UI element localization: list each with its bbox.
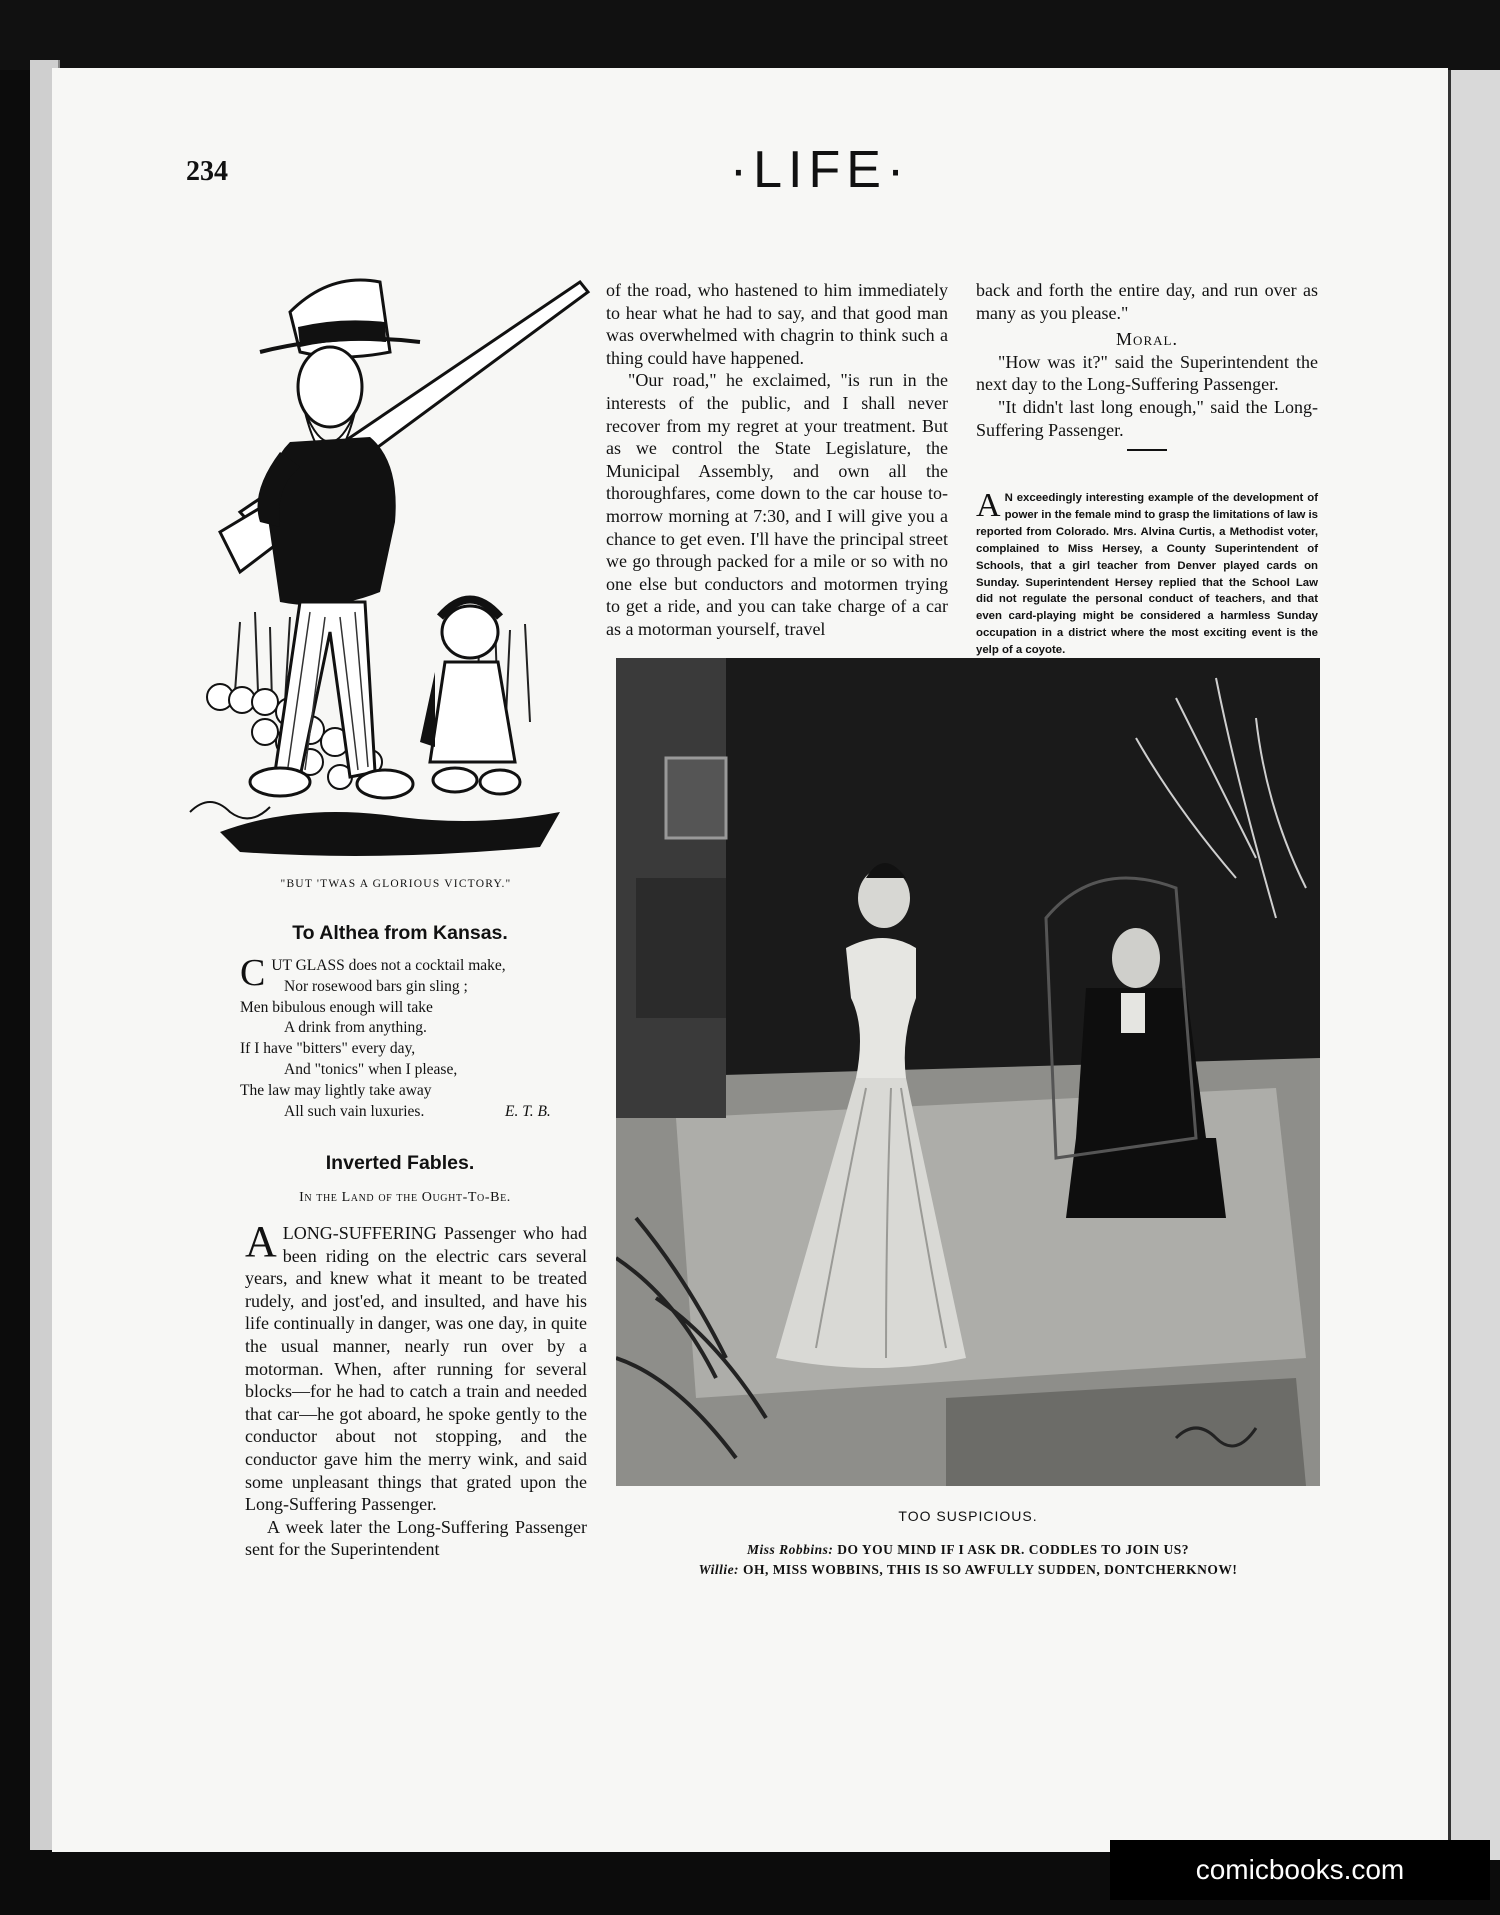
dialogue-text: OH, MISS WOBBINS, THIS IS SO AWFULLY SUDDEN, DONTCHERKNOW! xyxy=(742,1562,1238,1577)
poem-line: All such vain luxuries. xyxy=(284,1102,425,1120)
masthead-title: ·LIFE· xyxy=(729,141,911,199)
fables-column-1 xyxy=(245,1217,587,1561)
poem-line: A drink from anything. xyxy=(284,1019,427,1037)
speaker-name: Miss Robbins: xyxy=(747,1542,834,1557)
news-text: N exceedingly interesting example of the development of power in the female mind to grasp the limitations of law is reported from Colorado. Mrs. Alvina Curtis, a Methodist voter, complained to Miss Hersey, a County Superintendent of Schools, that a girl teacher from Denver played cards on Sunday. Superintendent Hersey replied that the School Law did not regulate the personal conduct of teachers, and that even card-playing might be considered a harmless Sunday occupation in a district where the most exciting event is the yelp of a coyote. xyxy=(976,492,1318,657)
fables-paragraph: of the road, who hastened to him immediately to hear what he had to say, and that good man was overwhelmed with chagrin to think such a thing could have happened. xyxy=(606,280,948,368)
page-number: 234 xyxy=(186,156,228,187)
news-dropcap: A xyxy=(976,487,1001,524)
fables-column-2 xyxy=(606,279,948,641)
poem-title: To Althea from Kansas. xyxy=(292,922,508,944)
poem-line: If I have "bitters" every day, xyxy=(240,1040,416,1058)
illustration-dialogue xyxy=(616,1540,1320,1580)
poem-line: UT GLASS does not a cocktail make, xyxy=(271,957,506,974)
fables-subtitle: In the Land of the Ought-To-Be. xyxy=(299,1190,511,1205)
illustration-title: TOO SUSPICIOUS. xyxy=(898,1508,1038,1524)
cartoon-caption: "BUT 'TWAS A GLORIOUS VICTORY." xyxy=(280,878,512,890)
scan-background xyxy=(0,0,1500,70)
fables-column-3 xyxy=(976,279,1318,451)
poem-line: Nor rosewood bars gin sling ; xyxy=(284,977,468,995)
speaker-name: Willie: xyxy=(698,1562,740,1577)
facing-page-edge xyxy=(1448,70,1500,1860)
uncle-sam-cartoon xyxy=(180,272,600,862)
moral-label: Moral. xyxy=(1116,329,1178,350)
dialogue-line xyxy=(616,1560,1320,1580)
fables-paragraph: "How was it?" said the Superintendent the next day to the Long-Suffering Passenger. xyxy=(976,351,1318,395)
fables-paragraph: "It didn't last long enough," said the Long-Suffering Passenger. xyxy=(976,396,1318,440)
dialogue-text: DO YOU MIND IF I ASK DR. CODDLES TO JOIN US? xyxy=(837,1542,1189,1557)
fables-paragraph: back and forth the entire day, and run over as many as you please." xyxy=(976,280,1318,323)
parlor-illustration xyxy=(616,658,1320,1486)
fables-paragraph: "Our road," he exclaimed, "is run in the interests of the public, and I shall never recover from my regret at your treatment. But as we control the State Legislature, the Municipal Assembly, and own all the thoroughfares, come down to the car house to-morrow morning at 7:30, and I will give you a chance to get even. I'll have the principal street we go through packed for a mile or so with no one else but conductors and motormen trying to get a ride, and you can take charge of a car as a motorman yourself, travel xyxy=(606,370,948,639)
dialogue-line xyxy=(616,1540,1320,1560)
illustration-frame xyxy=(616,658,1320,1486)
poem-body xyxy=(240,952,570,1122)
poem-dropcap: C xyxy=(240,952,266,994)
section-divider xyxy=(1127,449,1167,451)
poem-line xyxy=(240,1102,570,1123)
poem-line: The law may lightly take away xyxy=(240,1081,432,1099)
fables-paragraph: A week later the Long-Suffering Passenger sent for the Superintendent xyxy=(245,1516,587,1560)
poem-line: Men bibulous enough will take xyxy=(240,998,433,1016)
poem-line: And "tonics" when I please, xyxy=(284,1060,458,1078)
news-item xyxy=(976,487,1318,659)
fables-title: Inverted Fables. xyxy=(325,1152,475,1174)
poem-signature: E. T. B. xyxy=(505,1102,551,1120)
fables-paragraph xyxy=(245,1217,587,1516)
fables-dropcap: A xyxy=(245,1217,277,1266)
watermark: comicbooks.com xyxy=(1110,1840,1490,1900)
fables-paragraph-text: LONG-SUFFERING Passenger who had been riding on the electric cars several years, and knew what it meant to be treated rudely, and jost'ed, and insulted, and have his life continually in danger, was one day, in quite the usual manner, nearly run over by a motorman. When, after running for several blocks—for he had to catch a train and needed that car—he got aboard, he spoke gently to the conductor about not stopping, and the conductor gave him the merry wink, and said some unpleasant things that grated upon the Long-Suffering Passenger. xyxy=(245,1223,587,1515)
